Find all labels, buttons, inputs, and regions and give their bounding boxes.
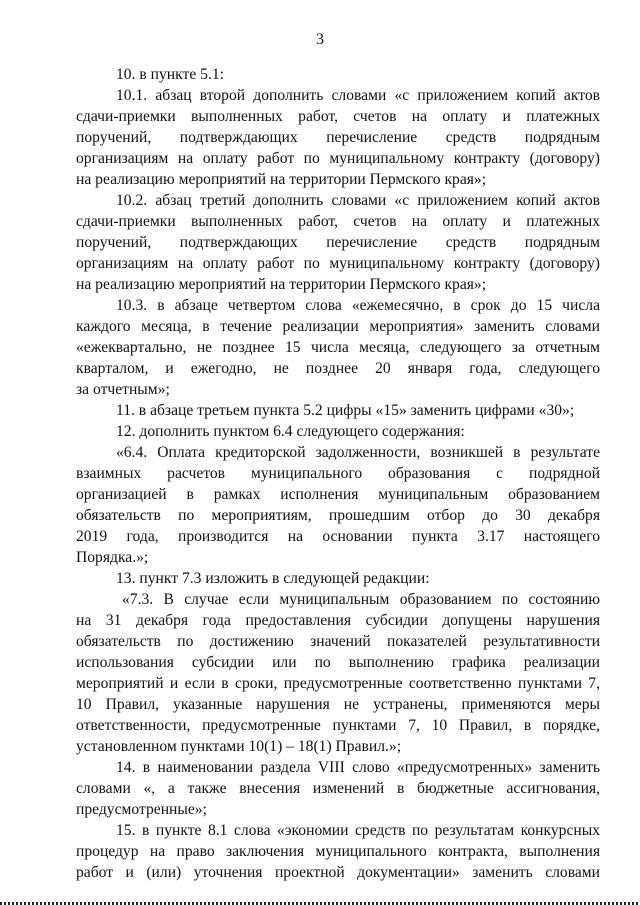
paragraph-line: 2019 года, производится на основании пункта 3.17 настоящего <box>76 528 600 545</box>
paragraph-line: ответственности, предусмотренные пунктами 7, 10 Правил, в порядке, <box>76 717 600 734</box>
paragraph-line: обязательств по мероприятиям, прошедшим отбор до 30 декабря <box>76 507 600 524</box>
page-number: 3 <box>316 31 324 48</box>
paragraph-line: сдачи-приемки выполненных работ, счетов на оплату и платежных <box>76 108 600 125</box>
paragraph-line: 12. дополнить пунктом 6.4 следующего содержания: <box>116 423 465 440</box>
paragraph-line: 15. в пункте 8.1 слова «экономии средств по результатам конкурсных <box>116 822 600 839</box>
paragraph-line: «ежеквартально, не позднее 15 числа месяца, следующего за отчетным <box>76 339 600 356</box>
paragraph-line: обязательств по достижению значений показателей результативности <box>76 633 600 650</box>
paragraph-line: 10 Правил, указанные нарушения не устранены, применяются меры <box>76 696 600 713</box>
paragraph-line: организацией в рамках исполнения муниципальным образованием <box>76 486 600 503</box>
paragraph-line: установленном пунктами 10(1) – 18(1) Правил.»; <box>76 738 402 755</box>
paragraph-line: предусмотренные»; <box>76 801 207 818</box>
paragraph-line: 10.3. в абзаце четвертом слова «ежемесячно, в срок до 15 числа <box>116 297 600 314</box>
paragraph-line: на реализацию мероприятий на территории Пермского края»; <box>76 171 487 188</box>
paragraph-line: 10. в пункте 5.1: <box>116 66 224 83</box>
paragraph-line: каждого месяца, в течение реализации мероприятия» заменить словами <box>76 318 600 335</box>
paragraph-line: 13. пункт 7.3 изложить в следующей редакции: <box>116 570 430 587</box>
paragraph-line: 10.1. абзац второй дополнить словами «с приложением копий актов <box>116 87 600 104</box>
paragraph-line: 10.2. абзац третий дополнить словами «с приложением копий актов <box>116 192 600 209</box>
paragraph-line: на 31 декабря года предоставления субсидии допущены нарушения <box>76 612 600 629</box>
paragraph-line: кварталом, и ежегодно, не позднее 20 января года, следующего <box>76 360 600 377</box>
paragraph-line: взаимных расчетов муниципального образования с подрядной <box>76 465 600 482</box>
paragraph-line: процедур на право заключения муниципального контракта, выполнения <box>76 843 600 860</box>
paragraph-line: «7.3. В случае если муниципальным образованием по состоянию <box>122 591 600 608</box>
paragraph-line: использования субсидии или по выполнению графика реализации <box>76 654 600 671</box>
paragraph-line: 11. в абзаце третьем пункта 5.2 цифры «15» заменить цифрами «30»; <box>116 402 575 419</box>
paragraph-line: на реализацию мероприятий на территории Пермского края»; <box>76 276 487 293</box>
paragraph-line: 14. в наименовании раздела VIII слово «предусмотренных» заменить <box>116 759 600 776</box>
paragraph-line: словами «, а также внесения изменений в бюджетные ассигнования, <box>76 780 600 797</box>
paragraph-line: «6.4. Оплата кредиторской задолженности, возникшей в результате <box>116 444 600 461</box>
paragraph-line: поручений, подтверждающих перечисление средств подрядным <box>76 129 600 146</box>
paragraph-line: Порядка.»; <box>76 549 149 566</box>
paragraph-line: работ и (или) уточнения проектной документации» заменить словами <box>76 864 600 881</box>
paragraph-line: организациям на оплату работ по муниципальному контракту (договору) <box>76 255 600 272</box>
paragraph-line: поручений, подтверждающих перечисление средств подрядным <box>76 234 600 251</box>
paragraph-line: за отчетным»; <box>76 381 170 398</box>
paragraph-line: организациям на оплату работ по муниципальному контракту (договору) <box>76 150 600 167</box>
paragraph-line: мероприятий и если в сроки, предусмотренные соответственно пунктами 7, <box>76 675 600 692</box>
paragraph-line: сдачи-приемки выполненных работ, счетов на оплату и платежных <box>76 213 600 230</box>
